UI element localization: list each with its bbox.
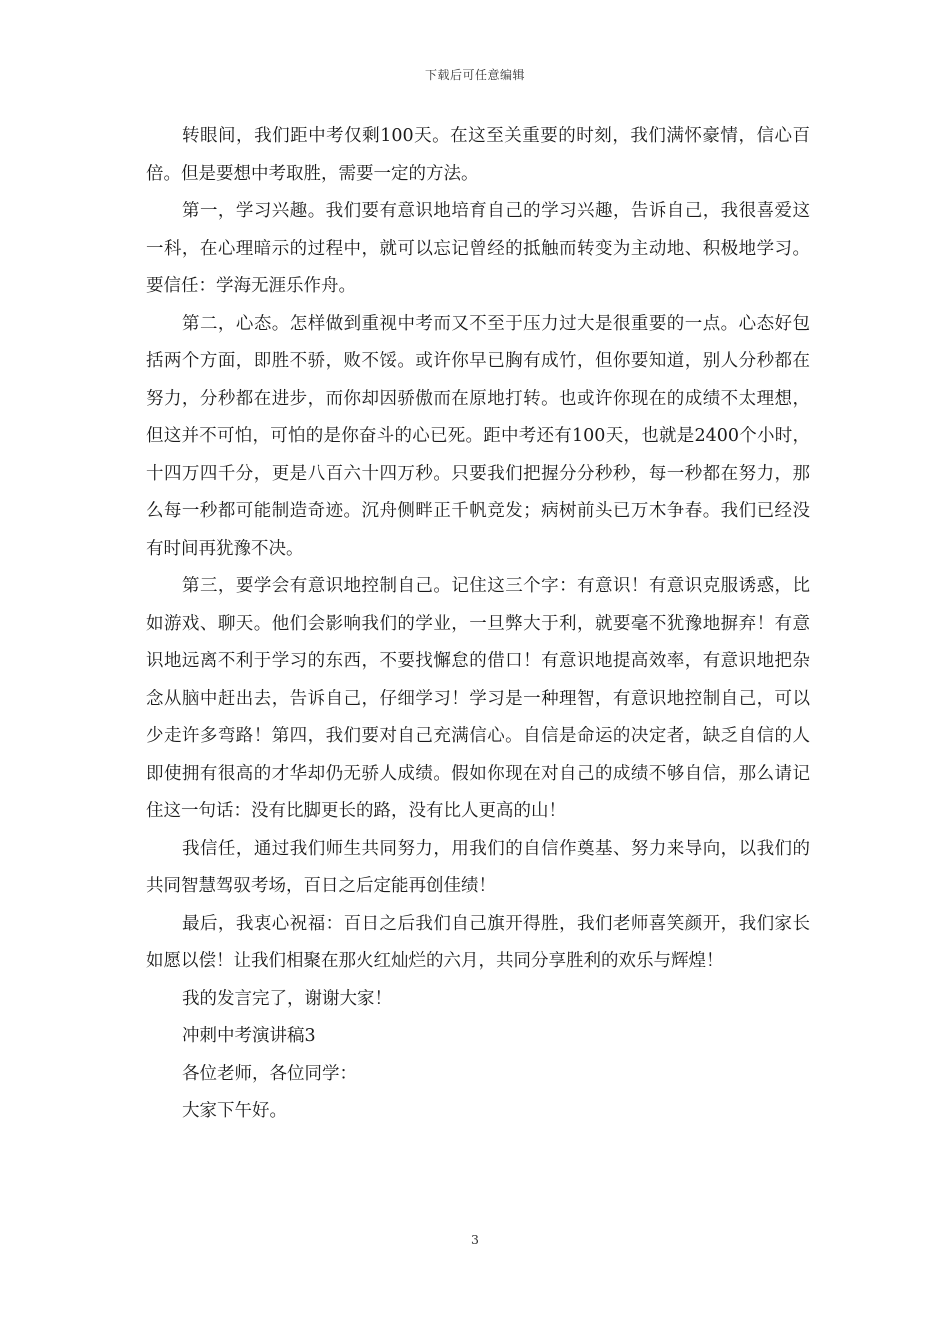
paragraph: 第三，要学会有意识地控制自己。记住这三个字：有意识！有意识克服诱惑，比如游戏、聊天。他们会影响我们的学业，一旦弊大于利，就要毫不犹豫地摒弃！有意识地远离不利于学习的东西，不要找懈怠的借口！有意识地提高效率，有意识地把杂念从脑中赶出去，告诉自己，仔细学习！学习是一种理智，有意识地控制自己，可以少走许多弯路！第四，我们要对自己充满信心。自信是命运的决定者，缺乏自信的人即使拥有很高的才华却仍无骄人成绩。假如你现在对自己的成绩不够自信，那么请记住这一句话：没有比脚更长的路，没有比人更高的山！ — [146, 576, 810, 821]
document-body — [146, 118, 810, 1131]
paragraph: 转眼间，我们距中考仅剩100天。在这至关重要的时刻，我们满怀豪情，信心百倍。但是要想中考取胜，需要一定的方法。 — [146, 126, 810, 184]
paragraph: 大家下午好。 — [182, 1101, 287, 1121]
paragraph: 最后，我衷心祝福：百日之后我们自己旗开得胜，我们老师喜笑颜开，我们家长如愿以偿！让我们相聚在那火红灿烂的六月，共同分享胜利的欢乐与辉煌！ — [146, 913, 810, 971]
paragraph: 第一，学习兴趣。我们要有意识地培育自己的学习兴趣，告诉自己，我很喜爱这一科，在心理暗示的过程中，就可以忘记曾经的抵触而转变为主动地、积极地学习。要信任：学海无涯乐作舟。 — [146, 201, 810, 296]
paragraph: 我信任，通过我们师生共同努力，用我们的自信作奠基、努力来导向，以我们的共同智慧驾驭考场，百日之后定能再创佳绩！ — [146, 838, 810, 896]
page-header-note: 下载后可任意编辑 — [424, 68, 525, 82]
paragraph: 我的发言完了，谢谢大家！ — [182, 988, 392, 1009]
paragraph: 各位老师，各位同学： — [182, 1063, 357, 1084]
paragraph: 第二，心态。怎样做到重视中考而又不至于压力过大是很重要的一点。心态好包括两个方面，即胜不骄，败不馁。或许你早已胸有成竹，但你要知道，别人分秒都在努力，分秒都在进步，而你却因骄傲而在原地打转。也或许你现在的成绩不太理想，但这并不可怕，可怕的是你奋斗的心已死。距中考还有100天，也就是2400个小时，十四万四千分，更是八百六十四万秒。只要我们把握分分秒秒，每一秒都在努力，那么每一秒都可能制造奇迹。沉舟侧畔正千帆竞发；病树前头已万木争春。我们已经没有时间再犹豫不决。 — [146, 313, 810, 559]
page-number: 3 — [471, 1232, 479, 1247]
section-title: 冲刺中考演讲稿3 — [182, 1026, 316, 1046]
